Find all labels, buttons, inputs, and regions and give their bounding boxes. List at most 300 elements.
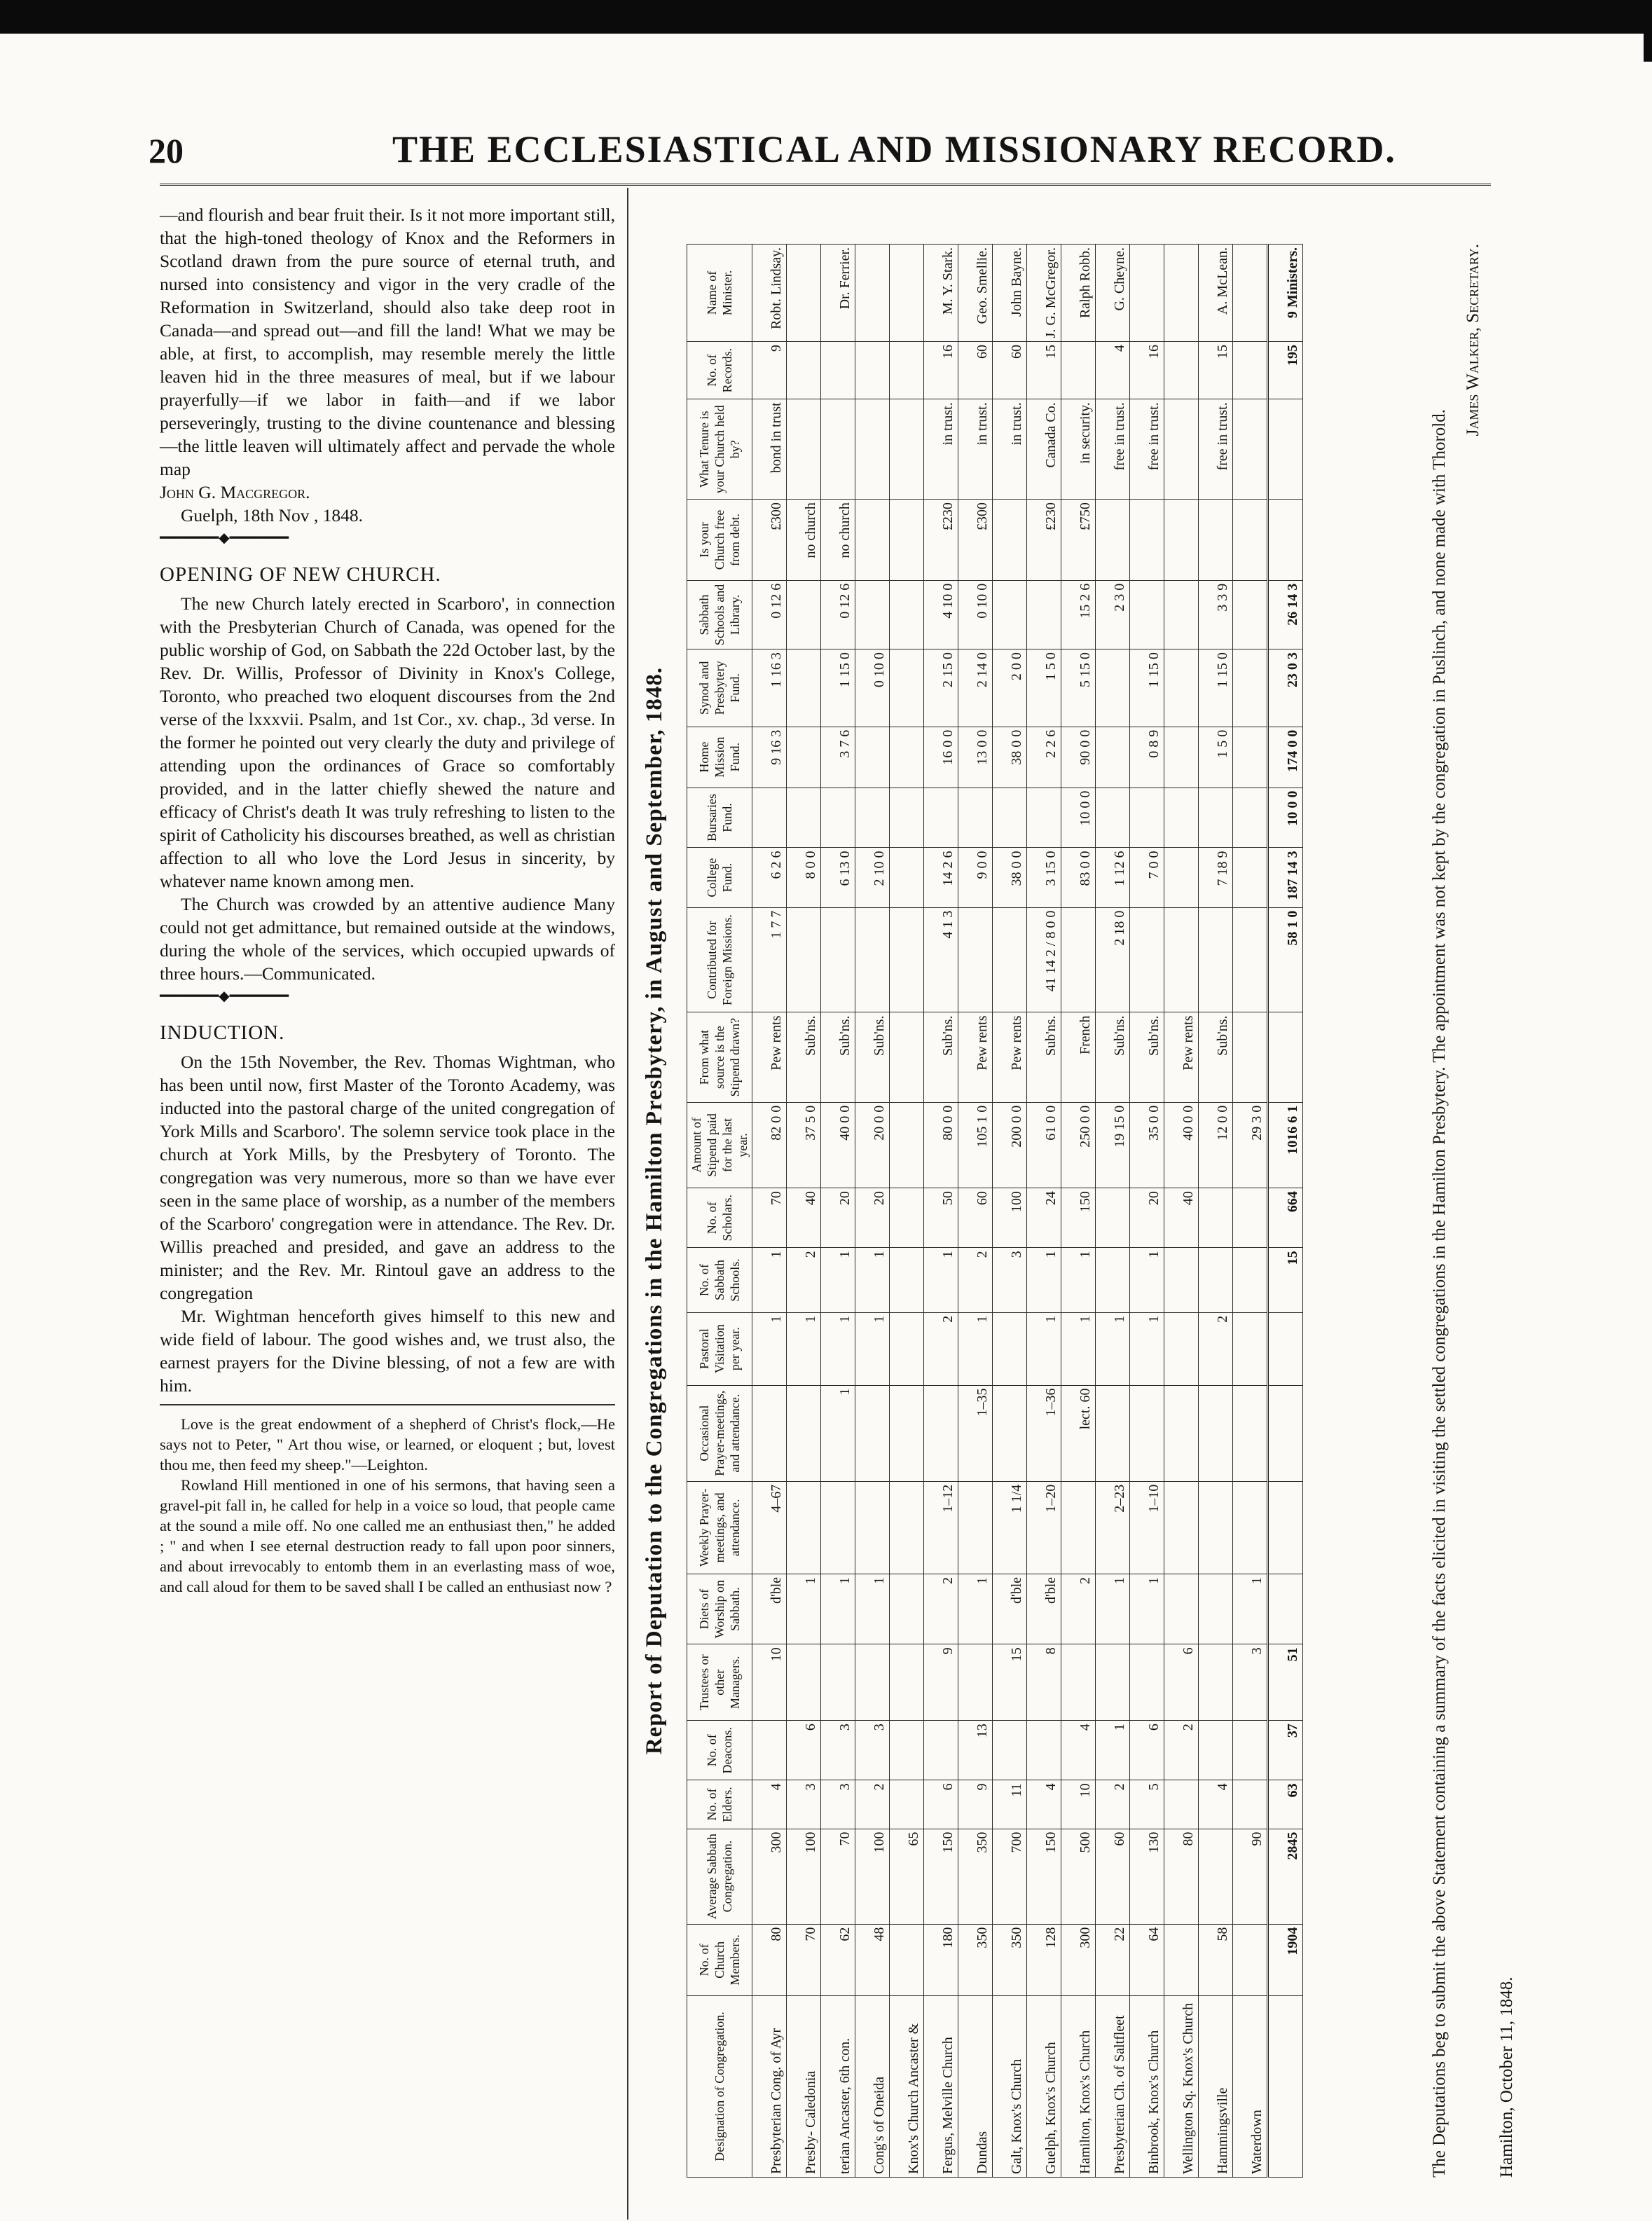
report-cell: 2 — [855, 1780, 890, 1829]
report-cell: 83 0 0 — [1061, 848, 1096, 907]
report-cell: Dundas — [958, 1996, 993, 2178]
report-cell: 1 — [855, 1312, 890, 1385]
report-cell: 51 — [1268, 1644, 1303, 1721]
report-column-header: Sabbath Schools and Library. — [687, 580, 752, 649]
report-cell — [1061, 1481, 1096, 1574]
report-cell — [1130, 788, 1164, 848]
report-cell: 40 — [1164, 1188, 1199, 1248]
report-cell: d'ble — [1027, 1574, 1061, 1644]
report-cell: Ralph Robb. — [1061, 245, 1096, 342]
report-cell: 16 0 0 — [924, 727, 958, 788]
report-column-header: Name of Minister. — [687, 245, 752, 342]
report-cell: Pew rents — [752, 1012, 787, 1102]
report-cell: Pew rents — [1164, 1012, 1199, 1102]
report-cell: free in trust. — [1199, 399, 1233, 500]
report-cell — [855, 399, 890, 500]
report-cell: Binbrook, Knox's Church — [1130, 1996, 1164, 2178]
report-cell: 105 1 0 — [958, 1102, 993, 1188]
report-cell: 6 2 6 — [752, 848, 787, 907]
report-cell: 29 3 0 — [1233, 1102, 1268, 1188]
report-column-header: Average Sabbath Congregation. — [687, 1829, 752, 1924]
report-cell: 10 — [752, 1644, 787, 1721]
report-cell — [890, 727, 924, 788]
report-row — [924, 245, 958, 2178]
report-cell: £300 — [752, 500, 787, 581]
report-cell — [1130, 245, 1164, 342]
report-cell: Sub'ns. — [924, 1012, 958, 1102]
report-cell: Guelph, Knox's Church — [1027, 1996, 1061, 2178]
report-cell — [890, 1102, 924, 1188]
report-column-header: Diets of Worship on Sabbath. — [687, 1574, 752, 1644]
report-column-header: Weekly Prayer-meetings, and attendance. — [687, 1481, 752, 1574]
report-cell: 1 16 3 — [752, 649, 787, 727]
report-cell — [1130, 907, 1164, 1012]
rotated-report — [638, 223, 1541, 2199]
report-cell: 4 — [1096, 342, 1130, 399]
report-cell — [890, 1481, 924, 1574]
report-cell: 100 — [787, 1829, 821, 1924]
report-dateline: Hamilton, October 11, 1848. — [1497, 1976, 1516, 2178]
report-cell — [890, 907, 924, 1012]
report-cell: Dr. Ferrier. — [821, 245, 855, 342]
report-row — [1233, 245, 1268, 2178]
report-cell: 50 — [924, 1188, 958, 1248]
report-cell: 60 — [958, 342, 993, 399]
report-cell — [993, 580, 1027, 649]
report-cell: 2 — [924, 1574, 958, 1644]
report-cell: 0 12 6 — [821, 580, 855, 649]
report-cell: 1 — [1061, 1248, 1096, 1312]
report-cell: 58 1 0 — [1268, 907, 1303, 1012]
report-cell — [855, 342, 890, 399]
report-cell: 2 18 0 — [1096, 907, 1130, 1012]
report-cell: 1 — [821, 1248, 855, 1312]
report-cell: Sub'ns. — [1130, 1012, 1164, 1102]
report-cell — [1164, 727, 1199, 788]
report-cell: 13 0 0 — [958, 727, 993, 788]
report-column-header: From what source is the Stipend drawn? — [687, 1012, 752, 1102]
report-cell: 15 — [1268, 1248, 1303, 1312]
report-cell: 1 — [855, 1574, 890, 1644]
report-cell: 3 — [855, 1721, 890, 1780]
induction-paragraph-1: On the 15th November, the Rev. Thomas Wightman, who has been until now, first Master of the Toronto Academy, was inducted into the pastoral charge of the united congregation of York Mills and Scarboro'. The solemn service took place in the church at York Mills, by the Presbytery of Toronto. The congregation was very numerous, more so than we have ever seen in the same place of worship, as a number of the members of the Scarboro' congregation were in attendance. The Rev. Dr. Willis preached and presided, and gave an address to the minister; and the Rev. Mr. Rintoul gave an address to the congregation — [160, 1052, 615, 1303]
report-cell — [787, 788, 821, 848]
report-cell — [1199, 500, 1233, 581]
report-cell — [1061, 1644, 1096, 1721]
report-cell — [1164, 649, 1199, 727]
report-cell: 1 — [1130, 1312, 1164, 1385]
report-cell — [1233, 342, 1268, 399]
report-cell — [1199, 1188, 1233, 1248]
report-cell — [1096, 788, 1130, 848]
report-cell: 2 — [1199, 1312, 1233, 1385]
report-cell: 90 0 0 — [1061, 727, 1096, 788]
page-corner-mark — [1644, 34, 1652, 62]
report-cell — [1164, 342, 1199, 399]
report-column-header: Pastoral Visitation per year. — [687, 1312, 752, 1385]
report-cell: 4 — [1027, 1780, 1061, 1829]
report-cell: £230 — [924, 500, 958, 581]
report-column-header: Bursaries Fund. — [687, 788, 752, 848]
report-cell — [1096, 1188, 1130, 1248]
report-cell: 8 — [1027, 1644, 1061, 1721]
report-cell: 1–10 — [1130, 1481, 1164, 1574]
report-cell: 38 0 0 — [993, 848, 1027, 907]
report-cell: 3 7 6 — [821, 727, 855, 788]
report-column-header: No. of Sabbath Schools. — [687, 1248, 752, 1312]
page-title: THE ECCLESIASTICAL AND MISSIONARY RECORD. — [392, 128, 1396, 170]
report-cell: 3 — [787, 1780, 821, 1829]
report-cell — [993, 907, 1027, 1012]
report-cell — [1233, 1248, 1268, 1312]
section-rule — [160, 1404, 615, 1405]
report-cell — [890, 1721, 924, 1780]
report-cell: 6 — [1130, 1721, 1164, 1780]
report-cell — [958, 1644, 993, 1721]
report-cell — [787, 580, 821, 649]
report-cell — [1096, 649, 1130, 727]
report-cell — [855, 1385, 890, 1481]
report-cell: 10 0 0 — [1061, 788, 1096, 848]
report-column-header: No. of Scholars. — [687, 1188, 752, 1248]
report-cell — [924, 788, 958, 848]
report-column-header: Amount of Stipend paid for the last year. — [687, 1102, 752, 1188]
report-cell — [1164, 788, 1199, 848]
report-cell: 4–67 — [752, 1481, 787, 1574]
report-cell: lect. 60 — [1061, 1385, 1096, 1481]
report-table — [687, 244, 1303, 2178]
report-cell: Presbyterian Cong. of Ayr — [752, 1996, 787, 2178]
ornament-divider: ━━━━━━━◆━━━━━━━ — [160, 530, 289, 546]
report-cell: in trust. — [958, 399, 993, 500]
report-cell: 9 — [958, 1780, 993, 1829]
report-column-header: College Fund. — [687, 848, 752, 907]
report-cell: 1 — [1061, 1312, 1096, 1385]
report-cell: 0 12 6 — [752, 580, 787, 649]
report-cell — [1096, 727, 1130, 788]
report-cell: 187 14 3 — [1268, 848, 1303, 907]
report-cell: d'ble — [993, 1574, 1027, 1644]
report-cell — [1268, 399, 1303, 500]
report-cell: 64 — [1130, 1924, 1164, 1995]
report-cell — [1199, 788, 1233, 848]
report-cell: 1 — [1096, 1574, 1130, 1644]
report-column-header: Designation of Congregation. — [687, 1996, 752, 2178]
report-cell: 2 — [1096, 1780, 1130, 1829]
report-cell — [1199, 1574, 1233, 1644]
report-cell — [1164, 245, 1199, 342]
report-cell: 4 — [1061, 1721, 1096, 1780]
report-cell: 70 — [752, 1188, 787, 1248]
report-cell: 82 0 0 — [752, 1102, 787, 1188]
report-row — [890, 245, 924, 2178]
report-cell — [855, 580, 890, 649]
leighton-note: Love is the great endowment of a shepherd of Christ's flock,—He says not to Peter, " Art thou wise, or learned, or eloquent ; but, lovest thou me, then feed my sheep."—Leighton. — [160, 1415, 615, 1473]
report-cell: 1 — [1027, 1312, 1061, 1385]
report-cell: free in trust. — [1096, 399, 1130, 500]
report-column-header: Occasional Prayer-meetings, and attendance. — [687, 1385, 752, 1481]
report-cell: 130 — [1130, 1829, 1164, 1924]
report-cell: Sub'ns. — [1027, 1012, 1061, 1102]
report-cell: 1 — [1130, 1248, 1164, 1312]
report-cell: 3 — [1233, 1644, 1268, 1721]
report-cell — [1233, 399, 1268, 500]
report-cell: 2 14 0 — [958, 649, 993, 727]
report-cell — [752, 1385, 787, 1481]
report-cell — [855, 1481, 890, 1574]
report-cell: 1 15 0 — [821, 649, 855, 727]
report-cell: 10 0 0 — [1268, 788, 1303, 848]
report-row — [1130, 245, 1164, 2178]
report-column-header: No. of Deacons. — [687, 1721, 752, 1780]
report-cell: 664 — [1268, 1188, 1303, 1248]
report-cell — [1268, 1996, 1303, 2178]
report-cell: 2 — [924, 1312, 958, 1385]
report-cell: 1 — [855, 1248, 890, 1312]
opening-paragraph-1: The new Church lately erected in Scarboro', in connection with the Presbyterian Church of Canada, was opened for the public worship of God, on Sabbath the 22d October last, by the Rev. Dr. Willis, Professor of Divinity in Knox's College, Toronto, who preached two eloquent discourses from the 2nd verse of the lxxxvii. Psalm, and 1st Cor., xv. chap., 3d verse. In the former he pointed out very clearly the duty and privilege of attending upon the ordinances of Grace so comfortably provided, and in the latter chiefly shewed the nature and efficacy of Christ's death It was truly refreshing to listen to the spirit of Catholicity his discourses breathed, as well as christian affection to all who love the Lord Jesus in sincerity, by whatever name known among men. — [160, 593, 615, 891]
report-cell — [1164, 1385, 1199, 1481]
report-cell — [1061, 342, 1096, 399]
report-cell: J. G. McGregor. — [1027, 245, 1061, 342]
header-rule — [160, 184, 1491, 186]
report-cell: Knox's Church Ancaster & — [890, 1996, 924, 2178]
column-divider — [627, 188, 628, 2220]
report-cell — [855, 788, 890, 848]
report-cell: 350 — [958, 1924, 993, 1995]
report-cell: Waterdown — [1233, 1996, 1268, 2178]
report-cell: 9 — [924, 1644, 958, 1721]
report-cell: 4 — [752, 1780, 787, 1829]
report-cell: Sub'ns. — [821, 1012, 855, 1102]
report-cell — [1164, 907, 1199, 1012]
report-cell — [958, 1481, 993, 1574]
report-cell: 1 5 0 — [1027, 649, 1061, 727]
report-cell — [1233, 1780, 1268, 1829]
report-cell: 35 0 0 — [1130, 1102, 1164, 1188]
report-cell — [855, 245, 890, 342]
report-cell: 1 — [1096, 1312, 1130, 1385]
report-cell: 0 10 0 — [958, 580, 993, 649]
report-cell — [1268, 1312, 1303, 1385]
report-cell: 1 — [787, 1312, 821, 1385]
report-cell: 100 — [993, 1188, 1027, 1248]
letter-dateline: Guelph, 18th Nov , 1848. — [181, 505, 363, 525]
report-cell — [1199, 1385, 1233, 1481]
report-cell: £750 — [1061, 500, 1096, 581]
report-column-header: No. of Church Members. — [687, 1924, 752, 1995]
report-row — [1061, 245, 1096, 2178]
opening-heading: OPENING OF NEW CHURCH. — [160, 563, 441, 586]
report-cell: 1 — [1130, 1574, 1164, 1644]
report-cell: 60 — [1096, 1829, 1130, 1924]
report-cell: 15 — [993, 1644, 1027, 1721]
report-cell: 23 0 3 — [1268, 649, 1303, 727]
report-cell: 2 — [1061, 1574, 1096, 1644]
report-cell — [1096, 1248, 1130, 1312]
report-cell: 40 0 0 — [1164, 1102, 1199, 1188]
report-cell — [1096, 500, 1130, 581]
report-cell — [890, 245, 924, 342]
report-cell: 1 — [821, 1385, 855, 1481]
report-cell — [1233, 1481, 1268, 1574]
report-cell — [890, 1188, 924, 1248]
report-cell — [993, 1721, 1027, 1780]
report-cell — [890, 1312, 924, 1385]
report-cell: 4 10 0 — [924, 580, 958, 649]
report-cell — [1130, 1644, 1164, 1721]
induction-heading: INDUCTION. — [160, 1022, 285, 1044]
report-cell: 63 — [1268, 1780, 1303, 1829]
report-cell: 2 0 0 — [993, 649, 1027, 727]
ornament-divider: ━━━━━━━◆━━━━━━━ — [160, 989, 289, 1004]
report-cell — [787, 399, 821, 500]
report-body — [752, 245, 1303, 2178]
report-cell: 38 0 0 — [993, 727, 1027, 788]
report-cell — [787, 1385, 821, 1481]
report-cell: 1904 — [1268, 1924, 1303, 1995]
report-cell — [890, 1248, 924, 1312]
report-cell — [890, 1780, 924, 1829]
report-cell — [1233, 1385, 1268, 1481]
report-cell: 350 — [958, 1829, 993, 1924]
report-row — [787, 245, 821, 2178]
intro-paragraph: —and flourish and bear fruit their. Is it not more important still, that the high-toned theology of Knox and the Reformers in Scotland drawn from the pure source of eternal truth, and nursed into consistency and vigor in the very cradle of the Reformation in Switzerland, should also take deep root in Canada—and spread out—and fill the land! What we may be able, at first, to accomplish, may resemble merely the little leaven hid in the three measures of meal, but if we labour prayerfully—if we labor in faith—and if we labor perseveringly, trusting to the divine countenance and blessing—the little leaven will ultimately affect and pervade the whole map — [160, 205, 615, 479]
report-cell — [1233, 1312, 1268, 1385]
report-cell: 11 — [993, 1780, 1027, 1829]
report-cell — [890, 1574, 924, 1644]
report-cell — [1233, 245, 1268, 342]
report-cell: 16 — [1130, 342, 1164, 399]
report-cell: 12 0 0 — [1199, 1102, 1233, 1188]
report-cell — [821, 342, 855, 399]
report-cell: Sub'ns. — [855, 1012, 890, 1102]
report-cell: 6 — [924, 1780, 958, 1829]
report-cell: 20 — [821, 1188, 855, 1248]
report-cell: 200 0 0 — [993, 1102, 1027, 1188]
report-cell: terian Ancaster, 6th con. — [821, 1996, 855, 2178]
report-cell — [890, 399, 924, 500]
report-cell — [993, 788, 1027, 848]
report-cell: 3 15 0 — [1027, 848, 1061, 907]
page-number: 20 — [149, 131, 184, 170]
report-cell: Presbyterian Ch. of Saltfleet — [1096, 1996, 1130, 2178]
report-cell — [890, 649, 924, 727]
report-cell: 1 15 0 — [1199, 649, 1233, 727]
report-cell — [1164, 1481, 1199, 1574]
report-cell: M. Y. Stark. — [924, 245, 958, 342]
report-cell: in security. — [1061, 399, 1096, 500]
report-cell: 37 5 0 — [787, 1102, 821, 1188]
report-cell — [1164, 1780, 1199, 1829]
report-cell: 6 — [787, 1721, 821, 1780]
report-row — [855, 245, 890, 2178]
report-cell — [890, 788, 924, 848]
report-cell — [1164, 848, 1199, 907]
report-cell: 174 0 0 — [1268, 727, 1303, 788]
report-cell: 1 12 6 — [1096, 848, 1130, 907]
report-cell: bond in trust — [752, 399, 787, 500]
report-cell — [890, 1012, 924, 1102]
report-cell — [1268, 1481, 1303, 1574]
report-cell — [1233, 1924, 1268, 1995]
report-cell: 2 — [1164, 1721, 1199, 1780]
report-cell: 2 — [958, 1248, 993, 1312]
report-cell: 2 3 0 — [1096, 580, 1130, 649]
report-cell — [890, 342, 924, 399]
report-row — [821, 245, 855, 2178]
report-cell: Geo. Smellie. — [958, 245, 993, 342]
report-cell — [1233, 907, 1268, 1012]
report-cell — [1268, 1385, 1303, 1481]
report-cell: 150 — [924, 1829, 958, 1924]
report-cell: 2 2 6 — [1027, 727, 1061, 788]
report-cell: 1 — [787, 1574, 821, 1644]
report-cell — [958, 907, 993, 1012]
report-cell: 58 — [1199, 1924, 1233, 1995]
report-cell — [855, 1644, 890, 1721]
report-cell — [752, 788, 787, 848]
opening-paragraph-2: The Church was crowded by an attentive audience Many could not get admittance, but remained outside at the windows, during the whole of the services, which occupied upwards of three hours.—Communicated. — [160, 894, 615, 984]
report-cell: free in trust. — [1130, 399, 1164, 500]
report-cell: 15 — [1199, 342, 1233, 399]
report-cell — [924, 1721, 958, 1780]
report-cell: in trust. — [924, 399, 958, 500]
report-cell: Sub'ns. — [787, 1012, 821, 1102]
report-column-header: Is your Church free from debt. — [687, 500, 752, 581]
report-cell: 150 — [1027, 1829, 1061, 1924]
report-cell — [890, 1385, 924, 1481]
report-cell — [1164, 399, 1199, 500]
report-cell: 80 0 0 — [924, 1102, 958, 1188]
report-cell — [752, 1721, 787, 1780]
report-cell — [1164, 1574, 1199, 1644]
report-cell: 500 — [1061, 1829, 1096, 1924]
report-cell: 60 — [993, 342, 1027, 399]
report-cell — [1164, 1248, 1199, 1312]
report-cell: 19 15 0 — [1096, 1102, 1130, 1188]
report-cell: 1 1/4 — [993, 1481, 1027, 1574]
report-cell — [1233, 649, 1268, 727]
page-top-border — [0, 0, 1652, 34]
report-cell: 15 2 6 — [1061, 580, 1096, 649]
rowland-hill-note: Rowland Hill mentioned in one of his sermons, that having seen a gravel-pit fall in, he called for help in a voice so loud, that people came at the sound a mile off. No one called me an enthusiast then," he added ; " and when I see eternal destruction ready to fall upon poor sinners, and about irrevocably to entomb them in an everlasting mass of woe, and call aloud for them to be saved shall I be called an enthusiast now ? — [160, 1476, 615, 1595]
report-cell — [890, 848, 924, 907]
letter-signature: John G. Macgregor. — [160, 482, 310, 502]
report-cell — [855, 727, 890, 788]
report-cell: 20 — [855, 1188, 890, 1248]
report-cell: 80 — [1164, 1829, 1199, 1924]
report-cell — [1199, 1248, 1233, 1312]
report-cell: 16 — [924, 342, 958, 399]
induction-paragraph-2: Mr. Wightman henceforth gives himself to this new and wide field of labour. The good wishes and, we trust also, the earnest prayers for the Divine blessing, of not a few are with him. — [160, 1306, 615, 1396]
report-cell — [890, 580, 924, 649]
report-cell: 195 — [1268, 342, 1303, 399]
report-cell: 1 — [1096, 1721, 1130, 1780]
report-cell: 22 — [1096, 1924, 1130, 1995]
report-cell: 1 7 7 — [752, 907, 787, 1012]
report-cell: 2 10 0 — [855, 848, 890, 907]
report-cell: £230 — [1027, 500, 1061, 581]
report-cell — [1233, 1012, 1268, 1102]
report-cell — [1199, 1481, 1233, 1574]
report-cell: 2–23 — [1096, 1481, 1130, 1574]
report-cell: 4 1 3 — [924, 907, 958, 1012]
report-cell: 62 — [821, 1924, 855, 1995]
report-cell: 10 — [1061, 1780, 1096, 1829]
report-cell — [1199, 1829, 1233, 1924]
report-cell: 3 — [993, 1248, 1027, 1312]
report-cell: 5 — [1130, 1780, 1164, 1829]
